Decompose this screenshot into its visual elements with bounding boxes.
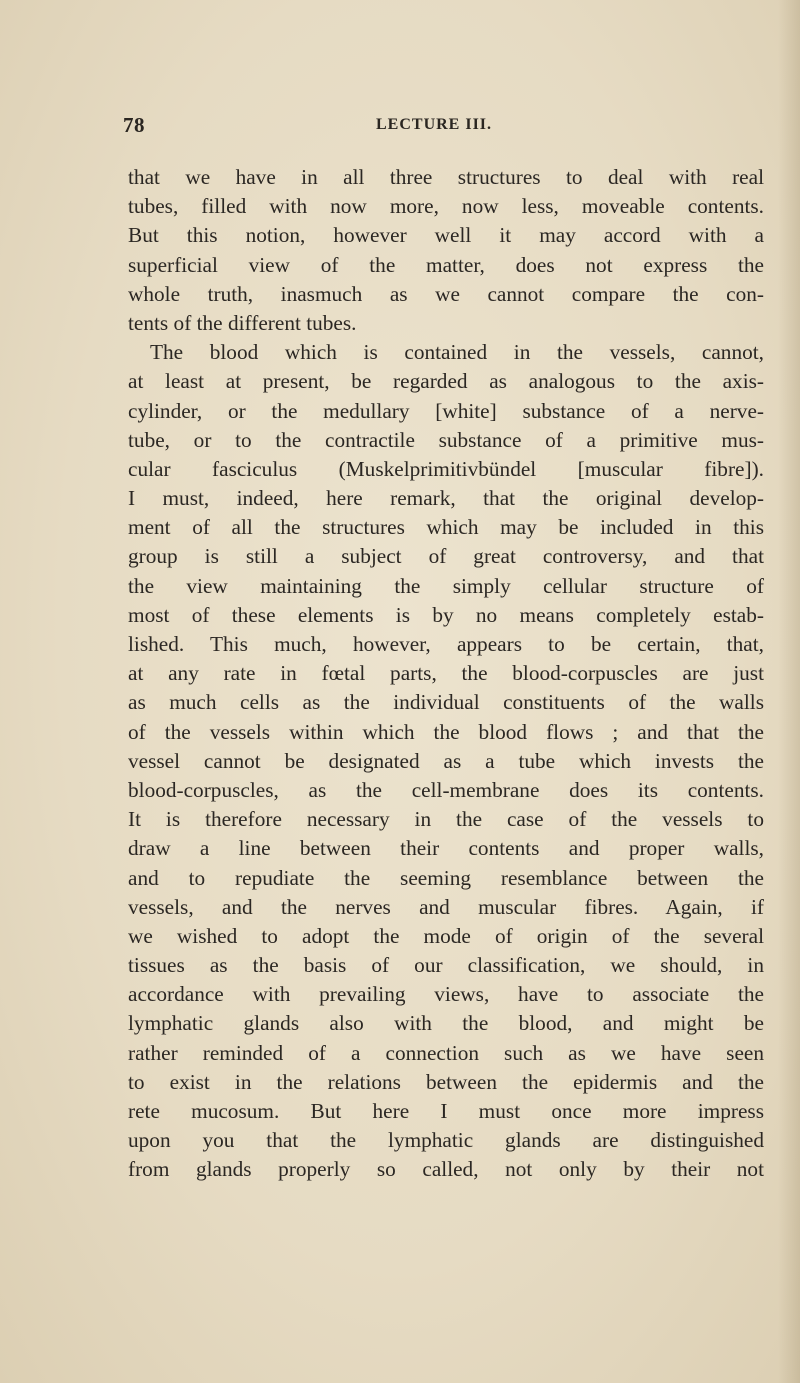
text-line: cular fasciculus (Muskelprimitivbündel [muscular fibre]). (128, 456, 764, 481)
text-line: draw a line between their contents and proper walls, (128, 836, 764, 861)
text-line: as much cells as the individual constituents of the walls (128, 690, 764, 715)
text-line: whole truth, inasmuch as we cannot compare the con- (128, 281, 764, 306)
text-line: rete mucosum. But here I must once more impress (128, 1099, 764, 1123)
text-line: The blood which is contained in the vessels, cannot, (150, 340, 764, 365)
text-line: at any rate in fœtal parts, the blood-corpuscles are just (128, 661, 764, 686)
text-line: to exist in the relations between the epidermis and the (128, 1069, 764, 1094)
text-line: from glands properly so called, not only by their not (128, 1157, 764, 1182)
text-line: It is therefore necessary in the case of the vessels to (128, 807, 764, 832)
text-line: accordance with prevailing views, have to associate the (128, 982, 764, 1007)
text-line: ment of all the structures which may be included in this (128, 515, 764, 540)
text-line: tissues as the basis of our classification, we should, in (128, 953, 764, 978)
text-line: most of these elements is by no means completely estab- (128, 602, 764, 627)
text-line: tents of the different tubes. (128, 310, 357, 335)
body-text (128, 163, 764, 1185)
page-number: 78 (123, 113, 145, 137)
text-line: tube, or to the contractile substance of a primitive mus- (128, 427, 764, 452)
text-line: rather reminded of a connection such as we have seen (128, 1040, 764, 1065)
text-line: lymphatic glands also with the blood, and might be (128, 1011, 764, 1036)
page-edge-shadow (778, 0, 800, 1383)
text-line: vessel cannot be designated as a tube which invests the (128, 748, 764, 773)
text-line: upon you that the lymphatic glands are distinguished (128, 1128, 764, 1153)
text-line: cylinder, or the medullary [white] substance of a nerve- (128, 398, 764, 423)
text-line: that we have in all three structures to deal with real (128, 165, 764, 189)
text-line: and to repudiate the seeming resemblance between the (128, 865, 764, 890)
text-line: I must, indeed, here remark, that the original develop- (128, 486, 764, 511)
text-line: tubes, filled with now more, now less, moveable contents. (128, 194, 764, 219)
text-line: of the vessels within which the blood flows ; and that the (128, 719, 764, 744)
text-line: But this notion, however well it may accord with a (128, 223, 764, 248)
text-line: vessels, and the nerves and muscular fibres. Again, if (128, 894, 764, 919)
text-line: lished. This much, however, appears to be certain, that, (128, 632, 764, 656)
running-head: LECTURE III. (376, 116, 493, 133)
text-line: group is still a subject of great controversy, and that (128, 544, 764, 569)
page-header (123, 113, 723, 143)
text-line: superficial view of the matter, does not express the (128, 252, 764, 277)
text-line: the view maintaining the simply cellular structure of (128, 573, 764, 598)
text-line: at least at present, be regarded as analogous to the axis- (128, 369, 764, 394)
text-line: we wished to adopt the mode of origin of the several (128, 923, 764, 948)
text-line: blood-corpuscles, as the cell-membrane does its contents. (128, 777, 764, 802)
